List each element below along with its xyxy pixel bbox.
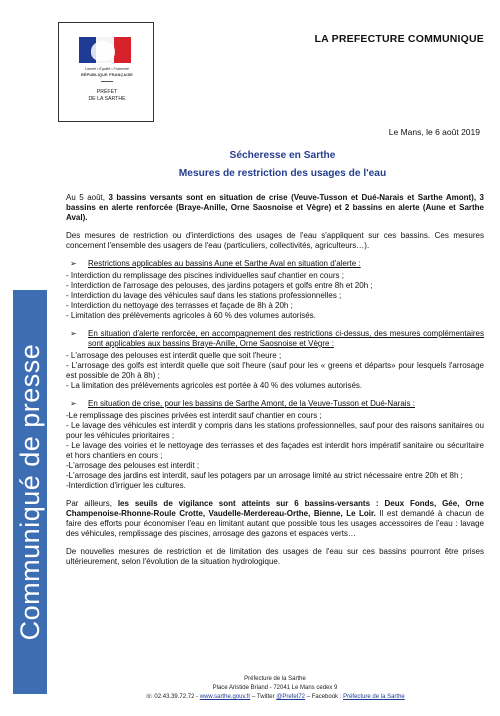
list-item: - L'arrosage des golfs est interdit quelle que soit l'heure (sauf pour les « greens et départs» pour lesquels l'arrosage est possible de 20h à 8h) ; — [66, 361, 484, 380]
list-item: - Interdiction du lavage des véhicules sauf dans les stations professionnelles ; — [66, 291, 342, 300]
footer-contacts — [66, 693, 484, 702]
list-item: - Limitation des prélèvements agricoles à 60 % des volumes autorisés. — [66, 311, 316, 320]
arrow-bullet-icon: ➢ — [70, 329, 77, 338]
vigilance-lead: Par ailleurs, — [66, 499, 118, 508]
footer-line1: Préfecture de la Sarthe — [244, 676, 306, 682]
list-item: -Interdiction d'irriguer les cultures. — [66, 481, 186, 490]
logo-motto: Liberté • Égalité • Fraternité — [85, 67, 129, 71]
logo-divider — [101, 81, 113, 82]
footer — [66, 675, 484, 702]
press-release-sidebar — [13, 290, 47, 694]
section1-list — [66, 271, 484, 321]
section3-heading — [66, 399, 484, 409]
section3-list — [66, 411, 484, 491]
vigilance-paragraph — [66, 499, 484, 539]
logo-prefecture-line2: DE LA SARTHE — [88, 96, 126, 102]
intro-lead: Au 5 août, — [66, 193, 109, 202]
intro-bold: 3 bassins versants sont en situation de crise (Veuve-Tusson et Dué-Narais et Sarthe Amont), 3 bassins en alerte renforcée (Braye-Anille, Orne Saosnoise et Vègre) et 2 bassins en alerte (Aune et Sarthe Aval). — [66, 193, 484, 222]
facebook-link[interactable]: Préfecture de la Sarthe — [343, 694, 405, 700]
list-item: -L'arrosage des pelouses est interdit ; — [66, 461, 200, 470]
arrow-bullet-icon: ➢ — [70, 399, 77, 408]
marianne-flag-icon — [79, 37, 131, 63]
facebook-prefix: – Facebook : — [305, 694, 344, 700]
section2-list — [66, 351, 484, 391]
document-date: Le Mans, le 6 août 2019 — [388, 127, 480, 137]
footer-phone: ☏ 02.43.39.72.72 - — [145, 694, 200, 700]
document-body — [66, 193, 484, 567]
measures-paragraph: Des mesures de restriction ou d'interdictions des usages de l'eau s'appliquent sur ces bassins. Ces mesures concernent l'ensemble des usagers de l'eau (particuliers, collectivités, agriculteurs…). — [66, 231, 484, 250]
list-item: - Interdiction de l'arrosage des pelouses, des jardins potagers et golfs entre 8h et 20h ; — [66, 281, 373, 290]
sidebar-label: Communiqué de presse — [15, 343, 45, 641]
logo-prefecture-line1: PRÉFET — [96, 89, 118, 95]
prefecture-logo — [58, 22, 154, 122]
closing-paragraph: De nouvelles mesures de restriction et de limitation des usages de l'eau sur ces bassins pourront être prises ultérieurement, selon l'évolution de la situation hydrologique. — [66, 547, 484, 566]
list-item: -Le remplissage des piscines privées est interdit sauf chantier en cours ; — [66, 411, 322, 420]
list-item: - Interdiction du nettoyage des terrasses et façade de 8h à 20h ; — [66, 301, 293, 310]
header-title: LA PREFECTURE COMMUNIQUE — [314, 33, 484, 45]
page-title: Sécheresse en Sarthe — [229, 150, 336, 161]
logo-republic: RÉPUBLIQUE FRANÇAISE — [80, 73, 134, 77]
section1-heading — [66, 259, 484, 269]
vigilance-bold: les seuils de vigilance sont atteints sur 6 bassins-versants : Deux Fonds, Gée, Orne Champenoise-Rhonne-Roule Crotte, Vaudelle-Merdereau-Orthe, Bienne, Le Loir. — [66, 499, 484, 518]
intro-paragraph — [66, 193, 484, 223]
website-link[interactable]: www.sarthe.gouv.fr — [199, 694, 251, 700]
section2-heading — [66, 329, 484, 349]
twitter-link[interactable]: @Prefet72 — [276, 694, 306, 700]
list-item: - L'arrosage des pelouses est interdit quelle que soit l'heure ; — [66, 351, 282, 360]
twitter-prefix: – Twitter — [250, 694, 277, 700]
list-item: -L'arrosage des jardins est interdit, sauf les potagers par un arrosage limité au strict nécessaire entre 20h et 8h ; — [66, 471, 463, 480]
list-item: - La limitation des prélèvements agricoles est portée à 40 % des volumes autorisés. — [66, 381, 363, 390]
footer-line2: Place Aristide Briand - 72041 Le Mans cedex 9 — [212, 685, 338, 691]
list-item: - Le lavage des véhicules est interdit y compris dans les stations professionnelles, sauf pour des raisons sanitaires ou pour les véhicules prioritaires ; — [66, 421, 484, 440]
section3-heading-text: En situation de crise, pour les bassins de Sarthe Amont, de la Veuve-Tusson et Dué-Narais : — [88, 399, 415, 408]
list-item: - Le lavage des voiries et le nettoyage des terrasses et des façades est interdit hors impératif sanitaire ou sécuritaire et hors chantiers en cours ; — [66, 441, 484, 460]
section1-heading-text: Restrictions applicables au bassins Aune et Sarthe Aval en situation d'alerte : — [88, 259, 361, 268]
arrow-bullet-icon: ➢ — [70, 259, 77, 268]
page-subtitle: Mesures de restriction des usages de l'eau — [178, 168, 387, 179]
vigilance-rest: Il est demandé à chacun de faire des efforts pour économiser l'eau en limitant autant que possible tous les usages accessoires de l'eau : lavage des véhicules, remplissage des piscines, arrosage des gazons et espaces verts… — [66, 509, 485, 538]
section2-heading-text: En situation d'alerte renforcée, en accompagnement des restrictions ci-dessus, des mesures complémentaires sont applicables aux bassins Braye-Anille, Orne Saosnoise et Vègre : — [88, 329, 484, 348]
logo-prefecture — [59, 89, 155, 103]
list-item: - Interdiction du remplissage des piscines individuelles sauf chantier en cours ; — [66, 271, 344, 280]
